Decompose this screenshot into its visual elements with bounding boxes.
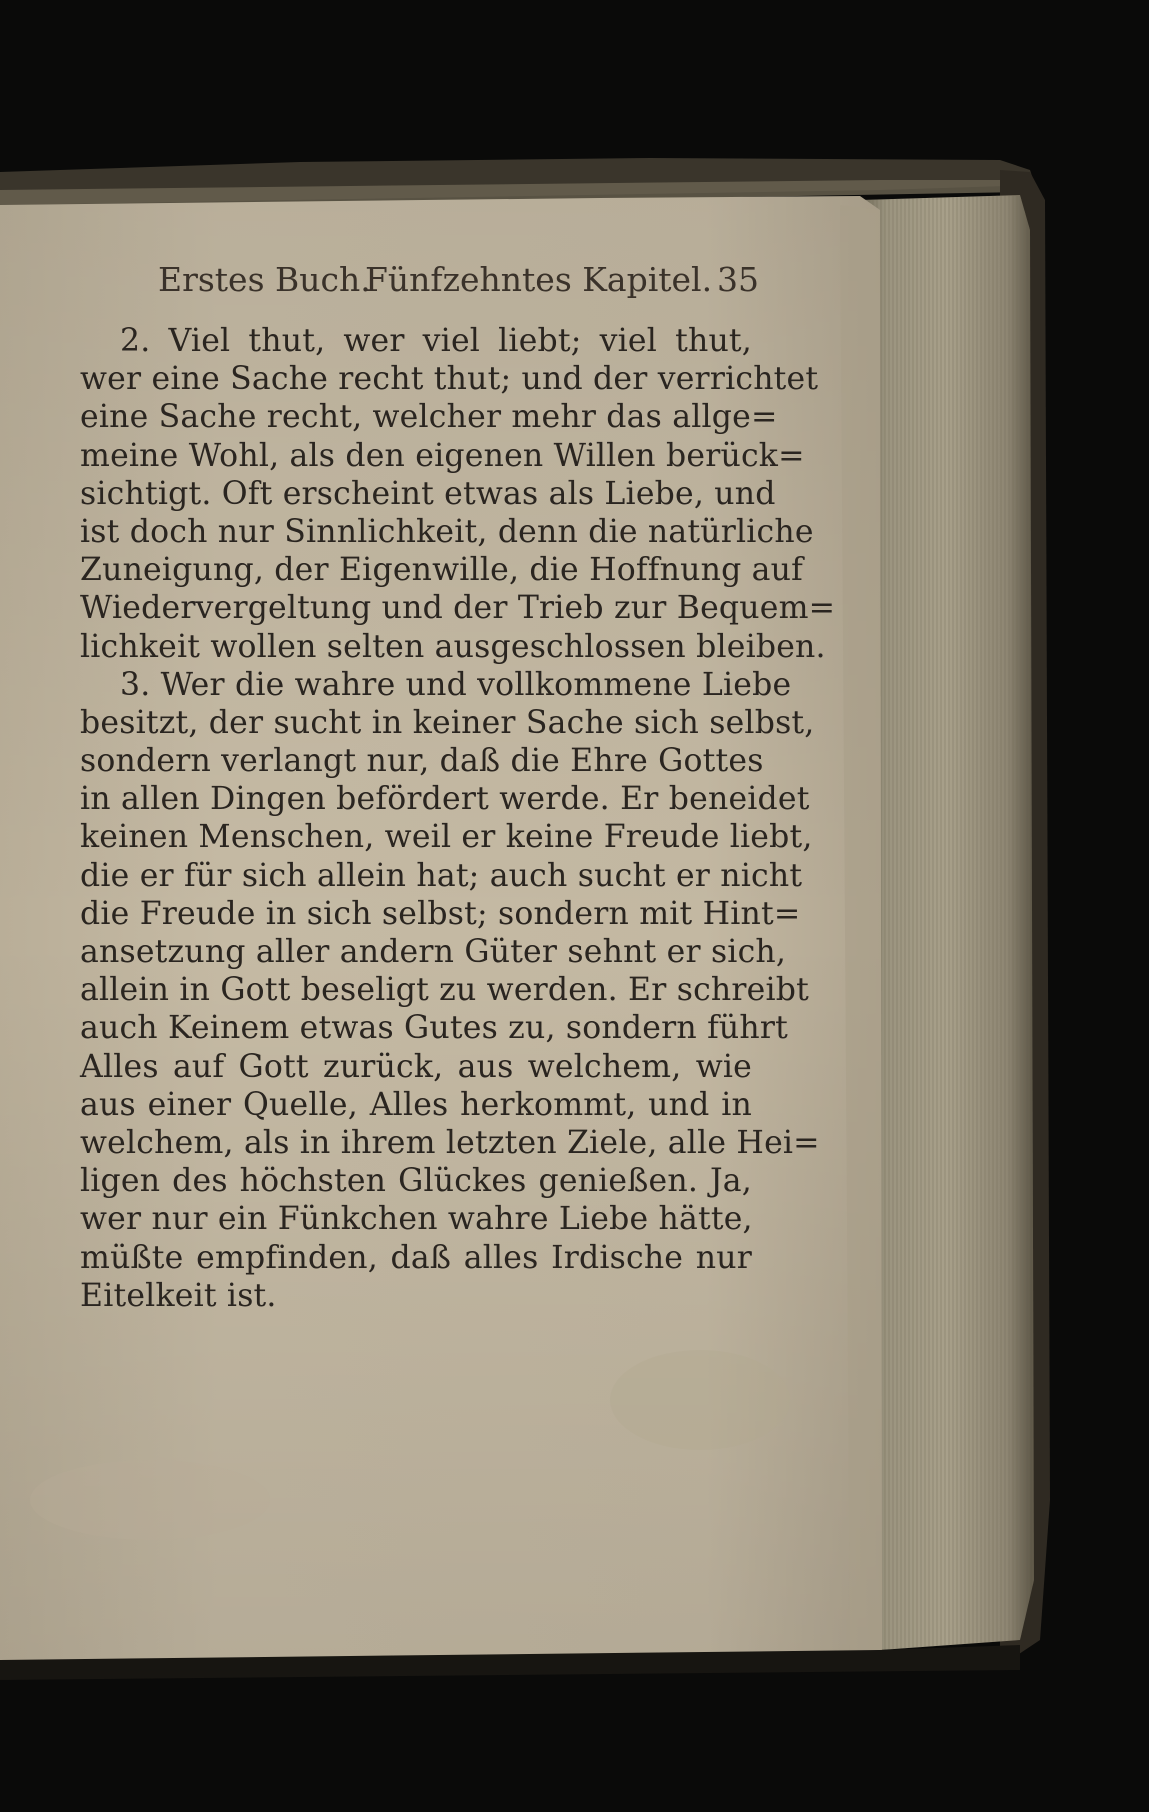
text-line: ligen des höchsten Glückes genießen. Ja,	[80, 1163, 752, 1200]
body-text	[80, 322, 836, 1315]
page-number: 35	[717, 260, 759, 299]
text-line: keinen Menschen, weil er keine Freude liebt,	[80, 819, 813, 856]
text-line: meine Wohl, als den eigenen Willen berück=	[80, 437, 805, 474]
text-line: besitzt, der sucht in keiner Sache sich selbst,	[80, 704, 815, 741]
text-line: 3. Wer die wahre und vollkommene Liebe	[120, 666, 792, 703]
text-line: die er für sich allein hat; auch sucht er nicht	[80, 857, 803, 894]
text-line: allein in Gott beseligt zu werden. Er schreibt	[80, 972, 810, 1009]
text-line: die Freude in sich selbst; sondern mit Hint=	[80, 895, 801, 932]
text-line: lichkeit wollen selten ausgeschlossen bleiben.	[80, 628, 826, 665]
text-line: ist doch nur Sinnlichkeit, denn die natürliche	[80, 513, 814, 550]
text-line: sondern verlangt nur, daß die Ehre Gottes	[80, 743, 764, 780]
running-head-chapter: Fünfzehntes Kapitel.	[365, 260, 713, 299]
text-line: aus einer Quelle, Alles herkommt, und in	[80, 1086, 752, 1123]
text-line: wer nur ein Fünkchen wahre Liebe hätte,	[80, 1201, 753, 1238]
text-line: müßte empfinden, daß alles Irdische nur	[80, 1239, 752, 1276]
text-line: ansetzung aller andern Güter sehnt er sich,	[80, 934, 787, 970]
text-line: auch Keinem etwas Gutes zu, sondern führt	[80, 1010, 789, 1047]
text-line: Alles auf Gott zurück, aus welchem, wie	[80, 1048, 752, 1085]
text-line: in allen Dingen befördert werde. Er beneidet	[80, 781, 810, 818]
text-line: wer eine Sache recht thut; und der verrichtet	[80, 361, 819, 398]
text-line: sichtigt. Oft erscheint etwas als Liebe, und	[80, 475, 776, 512]
running-head	[158, 260, 758, 310]
text-line: eine Sache recht, welcher mehr das allge=	[80, 399, 778, 436]
text-line: Wiedervergeltung und der Trieb zur Bequem=	[80, 590, 836, 627]
text-line: welchem, als in ihrem letzten Ziele, alle Hei=	[80, 1124, 820, 1161]
text-line: Eitelkeit ist.	[80, 1277, 277, 1314]
running-head-book: Erstes Buch.	[158, 260, 371, 299]
text-line: 2. Viel thut, wer viel liebt; viel thut,	[120, 323, 752, 359]
text-line: Zuneigung, der Eigenwille, die Hoffnung auf	[80, 552, 804, 589]
